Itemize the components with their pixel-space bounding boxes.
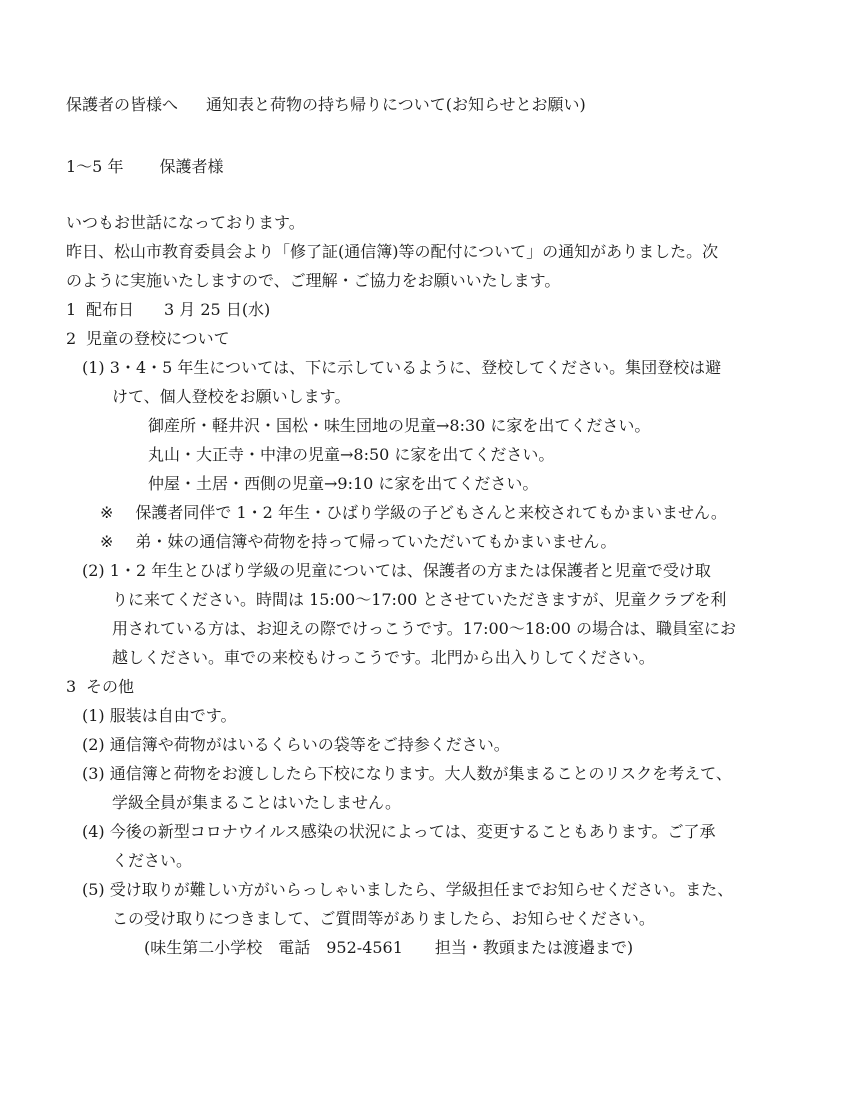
greeting: いつもお世話になっております。 <box>66 213 305 232</box>
item-text: 1・2 年生とひばり学級の児童については、保護者の方または保護者と児童で受け取 <box>109 561 711 580</box>
item-number: (3) <box>82 764 105 783</box>
note-mark: ※ <box>100 503 114 522</box>
item-number: (1) <box>82 706 105 725</box>
item-3-5-line <box>66 875 786 904</box>
item-number: (2) <box>82 735 105 754</box>
section-number: 1 <box>66 300 77 319</box>
note-text: 保護者同伴で 1・2 年生・ひばり学級の子どもさんと来校されてもかまいません。 <box>135 503 727 522</box>
section-number: 3 <box>66 677 77 696</box>
item-3-3-line: 学級全員が集まることはいたしません。 <box>112 793 401 812</box>
item-3-2-line <box>66 730 786 759</box>
item-text: 通信簿や荷物がはいるくらいの袋等をご持参ください。 <box>109 735 510 754</box>
item-3-4-line <box>66 817 786 846</box>
item-text: 受け取りが難しい方がいらっしゃいましたら、学級担任までお知らせください。また、 <box>109 880 734 899</box>
section-number: 2 <box>66 329 77 348</box>
document-title <box>66 90 586 119</box>
item-2-2-line <box>66 556 786 585</box>
contact-signature: (味生第二小学校 電話 952-4561 担当・教頭または渡邉まで) <box>144 938 634 957</box>
recipient-grades: 1～5 年 <box>66 157 124 176</box>
item-2-1-line: けて、個人登校をお願いします。 <box>112 387 351 406</box>
item-2-2-line: 越しください。車での来校もけっこうです。北門から出入りしてください。 <box>112 648 655 667</box>
section-2-heading <box>66 324 786 353</box>
schedule-line: 御産所・軽井沢・国松・味生団地の児童→8:30 に家を出てください。 <box>148 416 651 435</box>
item-2-1-line <box>66 353 786 382</box>
item-3-4-line: ください。 <box>112 851 193 870</box>
item-number: (4) <box>82 822 105 841</box>
item-3-3-line <box>66 759 786 788</box>
item-text: 今後の新型コロナウイルス感染の状況によっては、変更することもあります。ご了承 <box>109 822 716 841</box>
item-3-1-line <box>66 701 786 730</box>
item-text: 通信簿と荷物をお渡ししたら下校になります。大人数が集まることのリスクを考えて、 <box>109 764 732 783</box>
item-number: (1) <box>82 358 105 377</box>
note-line <box>66 498 786 527</box>
notice-body <box>66 208 786 962</box>
item-3-5-line: この受け取りにつきまして、ご質問等がありましたら、お知らせください。 <box>112 909 655 928</box>
section-3-heading <box>66 672 786 701</box>
schedule-line: 丸山・大正寺・中津の児童→8:50 に家を出てください。 <box>148 445 555 464</box>
recipient-line <box>66 152 223 181</box>
item-2-2-line: りに来てください。時間は 15:00～17:00 とさせていただきますが、児童クラブを利 <box>112 590 727 609</box>
section-label: その他 <box>86 677 135 696</box>
note-mark: ※ <box>100 532 114 551</box>
subject: 通知表と荷物の持ち帰りについて(お知らせとお願い) <box>206 95 586 114</box>
intro-line: 昨日、松山市教育委員会より「修了証(通信簿)等の配付について」の通知がありました。次 <box>66 242 719 261</box>
schedule-line: 仲屋・土居・西側の児童→9:10 に家を出てください。 <box>148 474 539 493</box>
addressee: 保護者の皆様へ <box>66 95 179 114</box>
distribution-date: 3 月 25 日(水) <box>164 300 271 319</box>
item-2-2-line: 用されている方は、お迎えの際でけっこうです。17:00～18:00 の場合は、職員室にお <box>112 619 737 638</box>
item-number: (5) <box>82 880 105 899</box>
item-number: (2) <box>82 561 105 580</box>
note-line <box>66 527 786 556</box>
section-label: 児童の登校について <box>86 329 230 348</box>
intro-line: のように実施いたしますので、ご理解・ご協力をお願いいたします。 <box>66 271 561 290</box>
section-1-heading <box>66 295 786 324</box>
item-text: 3・4・5 年生については、下に示しているように、登校してください。集団登校は避 <box>109 358 722 377</box>
section-label: 配布日 <box>86 300 135 319</box>
recipient-to: 保護者様 <box>159 157 224 176</box>
note-text: 弟・妹の通信簿や荷物を持って帰っていただいてもかまいません。 <box>135 532 617 551</box>
item-text: 服装は自由です。 <box>109 706 237 725</box>
